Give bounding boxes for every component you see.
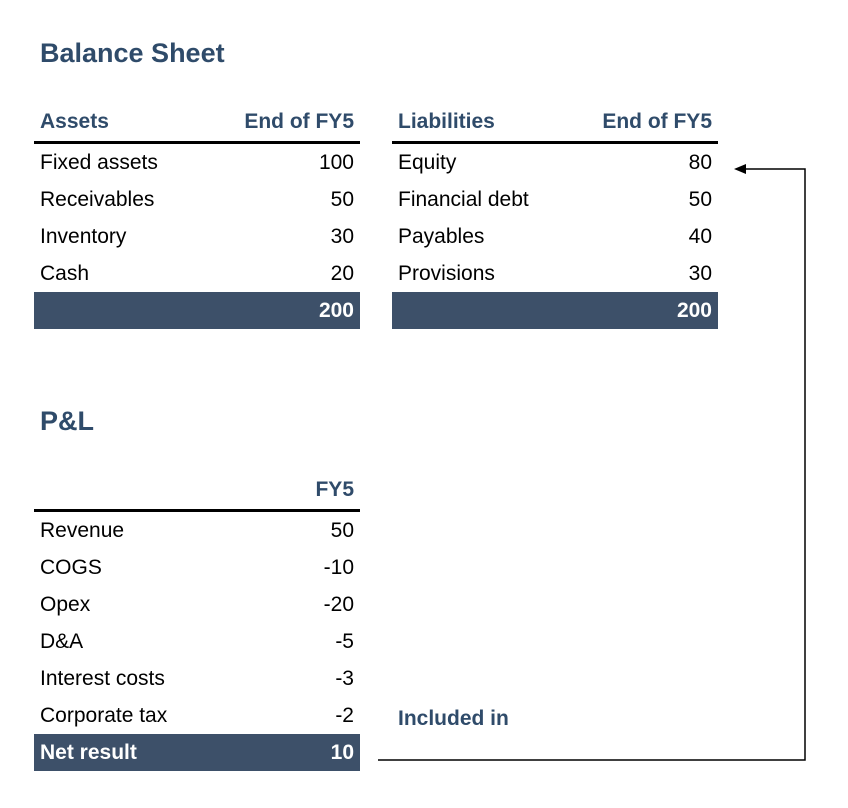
row-value: 30 — [330, 224, 354, 248]
row-label: D&A — [40, 629, 84, 653]
row-label: Payables — [398, 224, 485, 248]
row-value: -3 — [335, 666, 354, 690]
liabilities-total-value: 200 — [676, 298, 712, 322]
pl-header-period: FY5 — [315, 478, 354, 501]
row-value: 80 — [688, 150, 712, 174]
included-in-label: Included in — [398, 707, 509, 730]
row-value: 30 — [688, 261, 712, 285]
liabilities-header-label: Liabilities — [398, 110, 495, 133]
row-value: 20 — [330, 261, 354, 285]
balance-sheet-title: Balance Sheet — [40, 38, 225, 68]
row-value: -20 — [323, 592, 354, 616]
row-label: Financial debt — [398, 187, 529, 211]
net-result-value: 10 — [330, 740, 354, 764]
row-label: Inventory — [40, 224, 127, 248]
row-label: Opex — [40, 592, 91, 616]
assets-total-value: 200 — [318, 298, 354, 322]
row-label: Equity — [398, 150, 457, 174]
row-label: Provisions — [398, 261, 495, 285]
row-label: Interest costs — [40, 666, 165, 690]
connector-line — [378, 169, 805, 760]
row-value: -5 — [335, 629, 354, 653]
assets-header-label: Assets — [40, 110, 109, 133]
row-value: -10 — [323, 555, 354, 579]
row-value: 40 — [688, 224, 712, 248]
assets-header-period: End of FY5 — [244, 110, 354, 133]
row-value: -2 — [335, 703, 354, 727]
row-value: 50 — [330, 518, 354, 542]
row-label: Revenue — [40, 518, 125, 542]
row-label: Receivables — [40, 187, 155, 211]
row-value: 50 — [688, 187, 712, 211]
net-result-label: Net result — [40, 740, 137, 764]
pl-title: P&L — [40, 406, 94, 436]
row-value: 100 — [318, 150, 354, 174]
row-label: Cash — [40, 261, 90, 285]
row-label: Fixed assets — [40, 150, 158, 174]
liabilities-header-period: End of FY5 — [602, 110, 712, 133]
row-label: COGS — [40, 555, 102, 579]
row-value: 50 — [330, 187, 354, 211]
arrowhead-icon — [734, 164, 746, 174]
row-label: Corporate tax — [40, 703, 168, 727]
